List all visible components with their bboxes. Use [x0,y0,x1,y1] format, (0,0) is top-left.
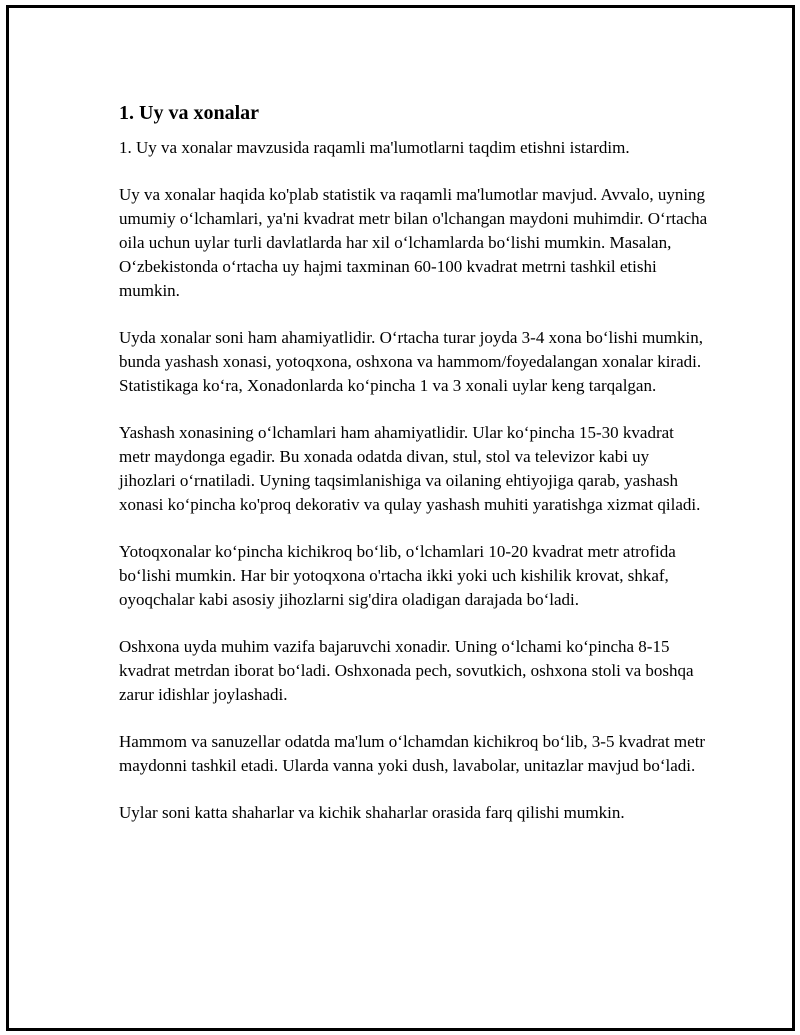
paragraph-living-room: Yashash xonasining o‘lchamlari ham ahamiyatlidir. Ular ko‘pincha 15-30 kvadrat metr maydonga egadir. Bu xonada odatda divan, stul, stol va televizor kabi uy jihozlari o‘rnatiladi. Uyning taqsimlanishiga va oilaning ehtiyojiga qarab, yashash xonasi ko‘pincha ko'proq dekorativ va qulay yashash muhiti yaratishga xizmat qiladi. [119,423,701,514]
paragraph-city-difference: Uylar soni katta shaharlar va kichik shaharlar orasida farq qilishi mumkin. [119,803,625,822]
paragraph-bedrooms: Yotoqxonalar ko‘pincha kichikroq bo‘lib, o‘lchamlari 10-20 kvadrat metr atrofida bo‘lishi mumkin. Har bir yotoqxona o'rtacha ikki yoki uch kishilik krovat, shkaf, oyoqchalar kabi asosiy jihozlarni sig'dira oladigan darajada bo‘ladi. [119,542,676,609]
document-body [119,100,709,848]
paragraph-room-count: Uyda xonalar soni ham ahamiyatlidir. O‘rtacha turar joyda 3-4 xona bo‘lishi mumkin, bunda yashash xonasi, yotoqxona, oshxona va hammom/foyedalangan xonalar kiradi. Statistikaga ko‘ra, Xonadonlarda ko‘pincha 1 va 3 xonali uylar keng tarqalgan. [119,328,703,395]
document-heading: 1. Uy va xonalar [119,102,259,124]
paragraph-kitchen: Oshxona uyda muhim vazifa bajaruvchi xonadir. Uning o‘lchami ko‘pincha 8-15 kvadrat metrdan iborat bo‘ladi. Oshxonada pech, sovutkich, oshxona stoli va boshqa zarur idishlar joylashadi. [119,637,694,704]
paragraph-bathroom: Hammom va sanuzellar odatda ma'lum o‘lchamdan kichikroq bo‘lib, 3-5 kvadrat metr maydonni tashkil etadi. Ularda vanna yoki dush, lavabolar, unitazlar mavjud bo‘ladi. [119,732,706,775]
page-frame [6,5,795,1031]
paragraph-house-size: Uy va xonalar haqida ko'plab statistik va raqamli ma'lumotlar mavjud. Avvalo, uyning umumiy o‘lchamlari, ya'ni kvadrat metr bilan o'lchangan maydoni muhimdir. O‘rtacha oila uchun uylar turli davlatlarda har xil o‘lchamlarda bo‘lishi mumkin. Masalan, O‘zbekistonda o‘rtacha uy hajmi taxminan 60-100 kvadrat metrni tashkil etishi mumkin. [119,185,708,300]
paragraph-intro: 1. Uy va xonalar mavzusida raqamli ma'lumotlarni taqdim etishni istardim. [119,138,630,157]
